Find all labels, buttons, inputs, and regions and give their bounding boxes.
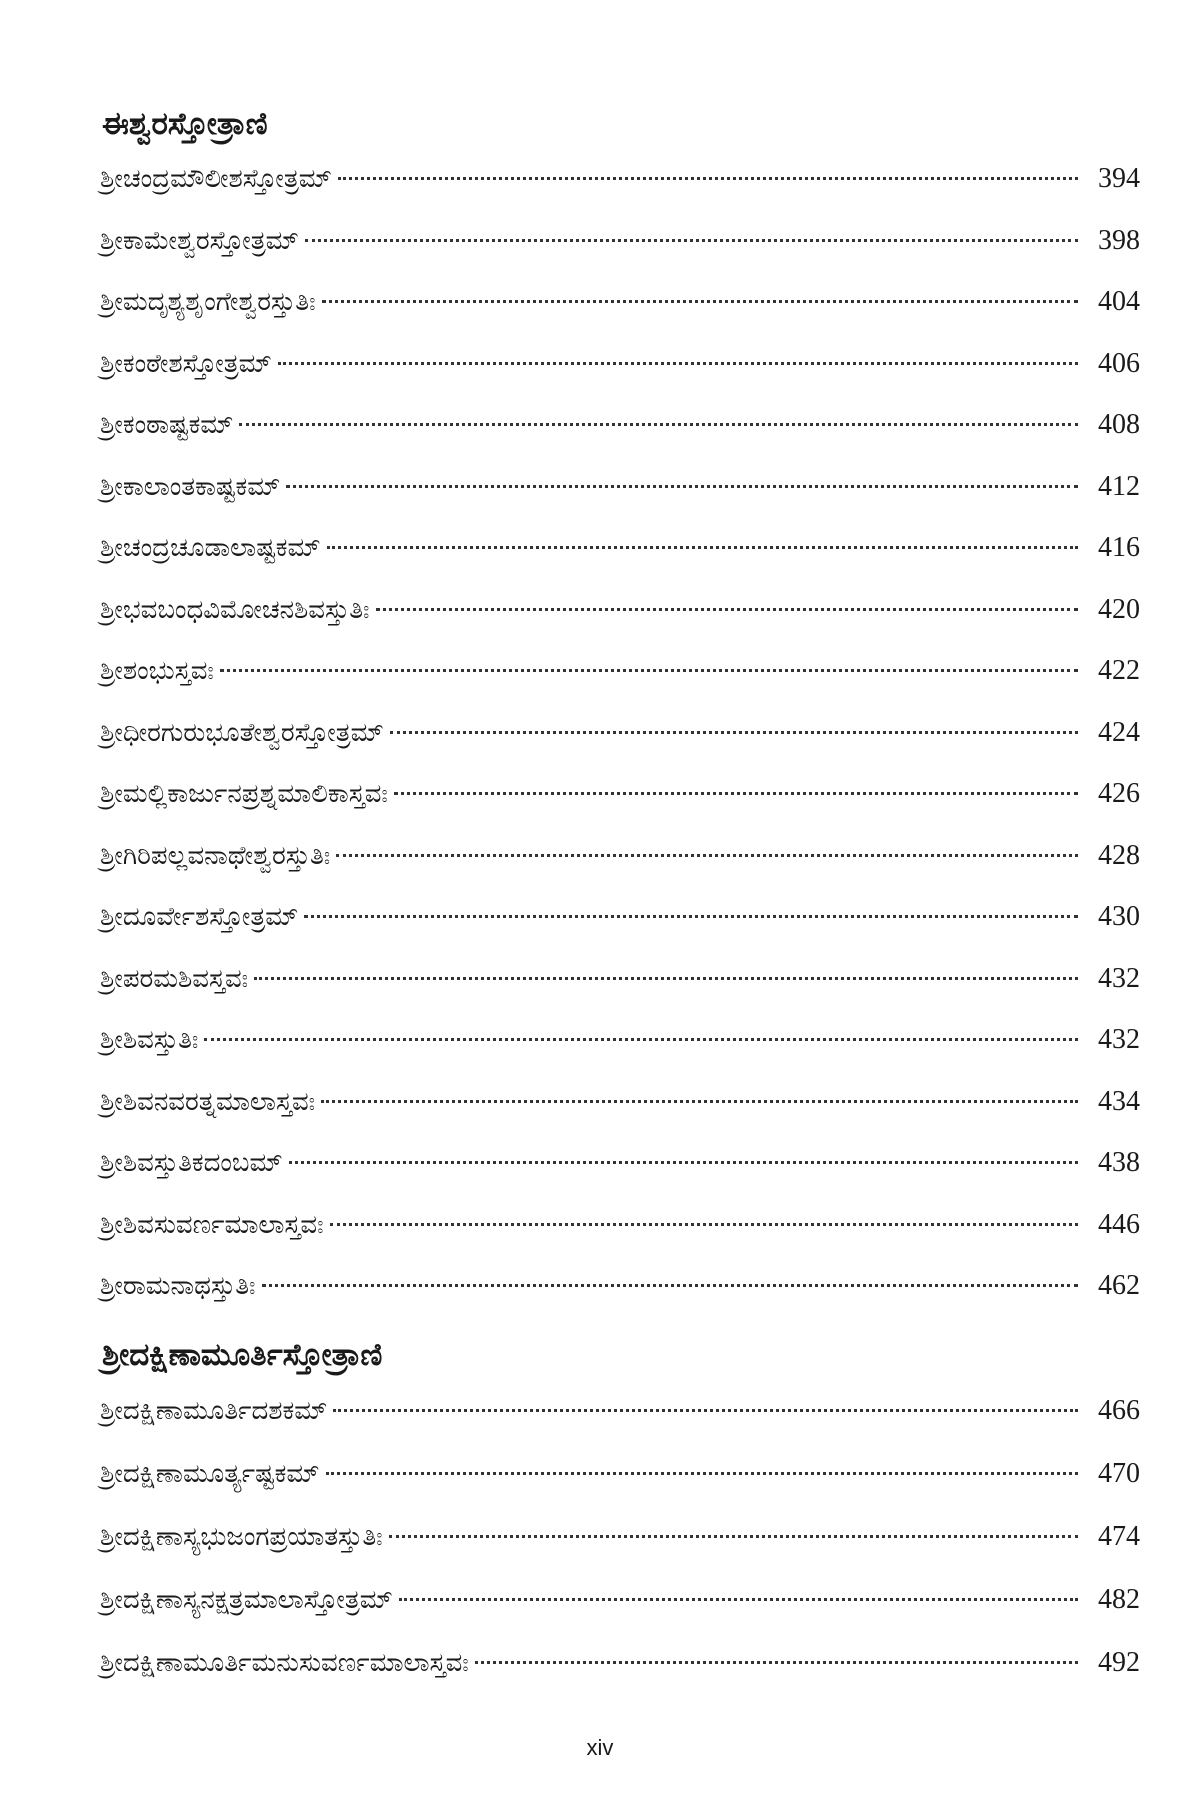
toc-entry-page: 424: [1098, 716, 1140, 748]
toc-entry-page: 462: [1098, 1270, 1140, 1301]
toc-entry[interactable]: [100, 702, 1140, 764]
toc-entry[interactable]: [100, 271, 1140, 333]
toc-entry-title: ಶ್ರೀಕಂಠಾಷ್ಟಕಮ್: [100, 410, 234, 440]
toc-entry-title: ಶ್ರೀಚಂದ್ರಮೌಲೀಶಸ್ತೋತ್ರಮ್: [100, 164, 332, 194]
toc-entry[interactable]: [100, 1255, 1140, 1317]
toc-list-ishvara: [100, 148, 1140, 1317]
dot-leader: [304, 915, 1078, 918]
dot-leader: [389, 1535, 1078, 1538]
toc-entry[interactable]: [100, 1379, 1140, 1442]
toc-entry-title: ಶ್ರೀಧೀರಗುರುಭೂತೇಶ್ವರಸ್ತೋತ್ರಮ್: [100, 717, 384, 748]
toc-entry-page: 446: [1098, 1208, 1140, 1240]
toc-entry-page: 432: [1098, 1024, 1140, 1055]
page-folio: xiv: [586, 1735, 614, 1760]
toc-entry-page: 432: [1098, 962, 1140, 994]
dot-leader: [336, 854, 1078, 857]
toc-entry-title: ಶ್ರೀಶಿವಸ್ತುತಿಃ: [100, 1025, 199, 1055]
toc-entry[interactable]: [100, 1505, 1140, 1568]
toc-entry-title: ಶ್ರೀಪರಮಶಿವಸ್ತವಃ: [100, 963, 249, 994]
toc-entry-page: 434: [1098, 1085, 1140, 1117]
toc-entry[interactable]: [100, 1568, 1140, 1631]
section-heading-dakshinamurti-stotrani: ಶ್ರೀದಕ್ಷಿಣಾಮೂರ್ತಿಸ್ತೋತ್ರಾಣಿ: [102, 1336, 383, 1373]
toc-entry-title: ಶ್ರೀದಕ್ಷಿಣಾಮೂರ್ತಿದಶಕಮ್: [100, 1395, 328, 1426]
toc-entry-title: ಶ್ರೀಶಂಭುಸ್ತವಃ: [100, 656, 214, 686]
dot-leader: [254, 977, 1078, 980]
toc-entry-page: 406: [1098, 347, 1140, 379]
dot-leader: [278, 362, 1078, 365]
toc-entry[interactable]: [100, 1071, 1140, 1133]
toc-entry-title: ಶ್ರೀಭವಬಂಧವಿಮೋಚನಶಿವಸ್ತುತಿಃ: [100, 594, 370, 625]
toc-entry[interactable]: [100, 763, 1140, 825]
toc-entry-title: ಶ್ರೀರಾಮನಾಥಸ್ತುತಿಃ: [100, 1271, 256, 1301]
toc-entry-title: ಶ್ರೀಶಿವನವರತ್ನಮಾಲಾಸ್ತವಃ: [100, 1086, 316, 1117]
toc-entry-title: ಶ್ರೀಶಿವಸುವರ್ಣಮಾಲಾಸ್ತವಃ: [100, 1209, 324, 1240]
toc-entry-page: 412: [1098, 470, 1140, 502]
dot-leader: [475, 1661, 1078, 1664]
toc-entry[interactable]: [100, 1132, 1140, 1194]
toc-entry-page: 438: [1098, 1147, 1140, 1178]
toc-entry-page: 420: [1098, 593, 1140, 625]
toc-entry[interactable]: [100, 579, 1140, 641]
toc-entry-page: 474: [1098, 1520, 1140, 1552]
toc-entry[interactable]: [100, 1442, 1140, 1505]
toc-list-dakshinamurti: [100, 1379, 1140, 1694]
toc-entry[interactable]: [100, 210, 1140, 272]
toc-entry[interactable]: [100, 333, 1140, 395]
section-heading-ishvara-stotrani: ಈಶ್ವರಸ್ತೋತ್ರಾಣಿ: [102, 106, 268, 142]
toc-entry-page: 404: [1098, 286, 1140, 317]
dot-leader: [338, 177, 1078, 180]
toc-entry[interactable]: [100, 456, 1140, 518]
toc-entry-title: ಶ್ರೀಕಾಲಾಂತಕಾಷ್ಟಕಮ್: [100, 471, 281, 502]
toc-entry-page: 482: [1098, 1583, 1140, 1615]
toc-entry[interactable]: [100, 825, 1140, 887]
toc-entry[interactable]: [100, 1009, 1140, 1071]
toc-entry-title: ಶ್ರೀದೂರ್ವೇಶಸ್ತೋತ್ರಮ್: [100, 902, 299, 932]
toc-entry-page: 466: [1098, 1394, 1140, 1426]
toc-entry[interactable]: [100, 1194, 1140, 1256]
toc-entry-page: 492: [1098, 1646, 1140, 1678]
dot-leader: [376, 608, 1078, 611]
toc-entry-title: ಶ್ರೀಕಂಠೇಶಸ್ತೋತ್ರಮ್: [100, 348, 272, 379]
toc-entry-title: ಶ್ರೀದಕ್ಷಿಣಾಸ್ಯನಕ್ಷತ್ರಮಾಲಾಸ್ತೋತ್ರಮ್: [100, 1584, 393, 1615]
dot-leader: [330, 1223, 1078, 1226]
toc-entry[interactable]: [100, 517, 1140, 579]
toc-entry-title: ಶ್ರೀದಕ್ಷಿಣಾಮೂರ್ತ್ಯಷ್ಟಕಮ್: [100, 1458, 320, 1489]
dot-leader: [333, 1409, 1078, 1412]
toc-entry-title: ಶ್ರೀದಕ್ಷಿಣಾಮೂರ್ತಿಮನುಸುವರ್ಣಮಾಲಾಸ್ತವಃ: [100, 1647, 469, 1678]
toc-entry-page: 408: [1098, 409, 1140, 440]
toc-entry-title: ಶ್ರೀಮದೃಶ್ಯಶೃಂಗೇಶ್ವರಸ್ತುತಿಃ: [100, 287, 316, 317]
dot-leader: [394, 792, 1078, 795]
toc-entry[interactable]: [100, 394, 1140, 456]
toc-entry[interactable]: [100, 948, 1140, 1010]
toc-entry-page: 394: [1098, 163, 1140, 194]
toc-entry[interactable]: [100, 148, 1140, 210]
table-of-contents: [100, 100, 1140, 1694]
dot-leader: [239, 423, 1078, 426]
toc-entry-page: 422: [1098, 655, 1140, 686]
toc-entry-title: ಶ್ರೀಕಾಮೇಶ್ವರಸ್ತೋತ್ರಮ್: [100, 225, 299, 256]
dot-leader: [321, 1100, 1078, 1103]
dot-leader: [204, 1038, 1078, 1041]
dot-leader: [399, 1598, 1078, 1601]
dot-leader: [289, 1161, 1078, 1164]
dot-leader: [305, 239, 1078, 242]
dot-leader: [390, 731, 1078, 734]
toc-entry-page: 416: [1098, 532, 1140, 563]
dot-leader: [322, 300, 1078, 303]
toc-entry[interactable]: [100, 1631, 1140, 1694]
toc-entry-title: ಶ್ರೀಚಂದ್ರಚೂಡಾಲಾಷ್ಟಕಮ್: [100, 533, 321, 563]
dot-leader: [327, 546, 1078, 549]
toc-entry[interactable]: [100, 886, 1140, 948]
toc-entry[interactable]: [100, 640, 1140, 702]
toc-entry-page: 470: [1098, 1457, 1140, 1489]
toc-entry-page: 426: [1098, 778, 1140, 809]
toc-entry-title: ಶ್ರೀಶಿವಸ್ತುತಿಕದಂಬಮ್: [100, 1148, 283, 1178]
toc-entry-title: ಶ್ರೀಗಿರಿಪಲ್ಲವನಾಥೇಶ್ವರಸ್ತುತಿಃ: [100, 840, 331, 871]
dot-leader: [220, 669, 1078, 672]
toc-entry-title: ಶ್ರೀದಕ್ಷಿಣಾಸ್ಯಭುಜಂಗಪ್ರಯಾತಸ್ತುತಿಃ: [100, 1521, 383, 1552]
toc-entry-title: ಶ್ರೀಮಲ್ಲಿಕಾರ್ಜುನಪ್ರಶ್ನಮಾಲಿಕಾಸ್ತವಃ: [100, 779, 388, 809]
dot-leader: [262, 1284, 1078, 1287]
dot-leader: [326, 1472, 1079, 1475]
toc-entry-page: 428: [1098, 839, 1140, 871]
toc-entry-page: 398: [1098, 224, 1140, 256]
toc-entry-page: 430: [1098, 901, 1140, 932]
dot-leader: [286, 485, 1078, 488]
